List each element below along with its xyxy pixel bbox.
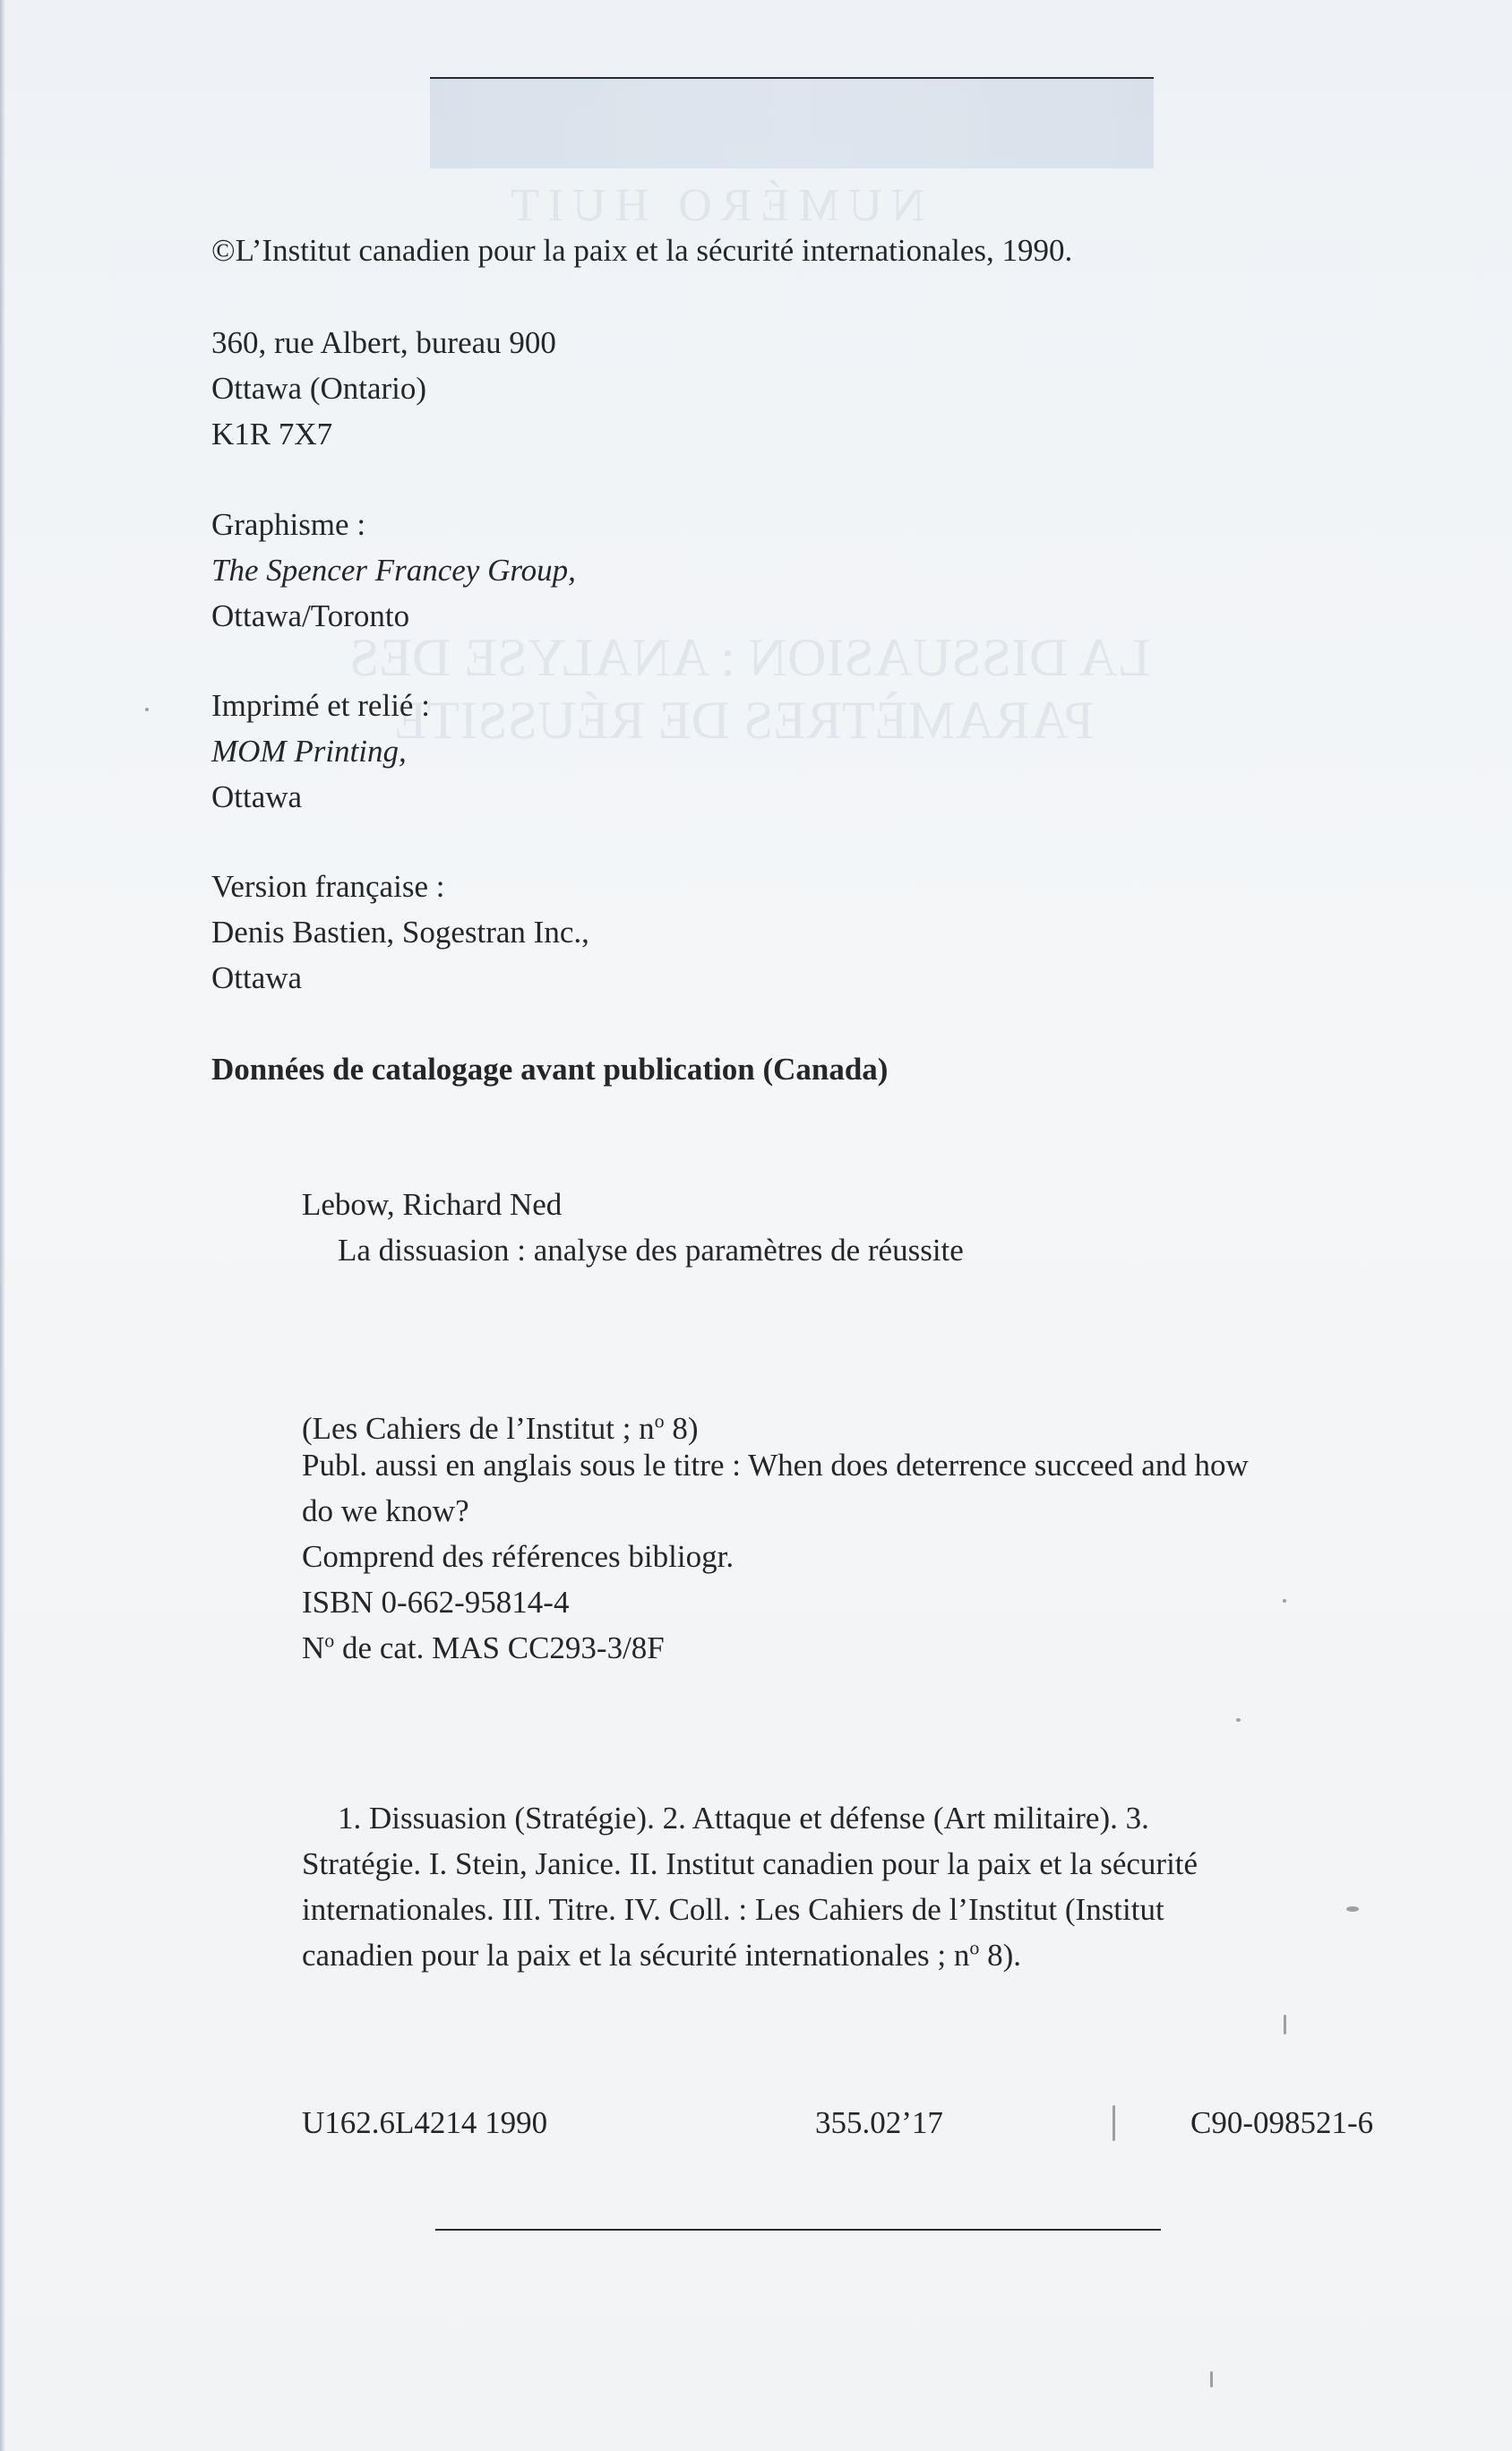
speck — [1210, 2371, 1213, 2387]
address-city: Ottawa (Ontario) — [211, 371, 427, 406]
catalog-title: La dissuasion : analyse des paramètres de réussite — [338, 1233, 964, 1268]
speck — [1346, 1906, 1359, 1912]
design-location: Ottawa/Toronto — [211, 598, 410, 633]
bottom-rule — [435, 2229, 1161, 2231]
copyright-line: ©L’Institut canadien pour la paix et la sécurité internationales, 1990. — [211, 233, 1073, 268]
address-postal-code: K1R 7X7 — [211, 417, 333, 452]
catalog-subjects-line-4-text: canadien pour la paix et la sécurité internationales ; n — [302, 1938, 970, 1973]
speck — [1113, 2105, 1115, 2141]
catalog-note-line-1: Publ. aussi en anglais sous le titre : When does deterrence succeed and how — [302, 1448, 1249, 1483]
show-through-heading-2: PARAMÈTRES DE RÉUSSITE — [394, 691, 1095, 750]
design-company: The Spencer Francey Group, — [211, 553, 576, 588]
catalog-heading: Données de catalogage avant publication (Canada) — [211, 1052, 889, 1087]
catalog-isbn: ISBN 0-662-95814-4 — [302, 1585, 570, 1620]
show-through-heading: LA DISSUASION : ANALYSE DES — [349, 628, 1151, 687]
speck — [1283, 1599, 1286, 1603]
catalog-lc-class: U162.6L4214 1990 — [302, 2105, 548, 2140]
catalog-subjects-line-1: 1. Dissuasion (Stratégie). 2. Attaque et défense (Art militaire). 3. — [338, 1801, 1149, 1836]
catalog-control-number: C90-098521-6 — [1190, 2105, 1374, 2140]
catalog-subjects-line-3: internationales. III. Titre. IV. Coll. : Les Cahiers de l’Institut (Institut — [302, 1892, 1164, 1927]
scan-artifact — [430, 79, 1154, 168]
catalog-series-sup: o — [654, 1409, 665, 1432]
translation-label: Version française : — [211, 869, 445, 904]
translation-translator: Denis Bastien, Sogestran Inc., — [211, 915, 589, 950]
catalog-subjects-line-4-sup: o — [969, 1936, 980, 1959]
catalog-number — [302, 1626, 665, 1671]
catalog-number-text: de cat. MAS CC293-3/8F — [334, 1630, 665, 1665]
speck — [145, 708, 149, 711]
catalog-bibliography: Comprend des références bibliogr. — [302, 1539, 735, 1574]
catalog-series-number: 8) — [664, 1411, 699, 1446]
speck — [1236, 1718, 1241, 1722]
design-label: Graphisme : — [211, 507, 366, 542]
printing-location: Ottawa — [211, 779, 303, 814]
catalog-number-prefix: N — [302, 1630, 325, 1665]
catalog-subjects-line-4-end: 8). — [979, 1938, 1022, 1973]
translation-location: Ottawa — [211, 960, 303, 995]
catalog-series-text: (Les Cahiers de l’Institut ; n — [302, 1411, 655, 1446]
address-street: 360, rue Albert, bureau 900 — [211, 325, 556, 360]
catalog-author: Lebow, Richard Ned — [302, 1187, 563, 1222]
catalog-number-sup: o — [324, 1629, 335, 1652]
catalog-dewey: 355.02’17 — [815, 2105, 943, 2140]
catalog-subjects-line-4 — [302, 1933, 1021, 1978]
top-rule — [430, 77, 1154, 79]
page-edge-shadow — [0, 0, 5, 2451]
speck — [1284, 2015, 1286, 2034]
catalog-note-line-2: do we know? — [302, 1493, 469, 1528]
printing-company: MOM Printing, — [211, 734, 407, 769]
printing-label: Imprimé et relié : — [211, 688, 430, 723]
show-through-title: NUMÉRO HUIT — [502, 180, 925, 231]
catalog-subjects-line-2: Stratégie. I. Stein, Janice. II. Institut canadien pour la paix et la sécurité — [302, 1846, 1198, 1881]
